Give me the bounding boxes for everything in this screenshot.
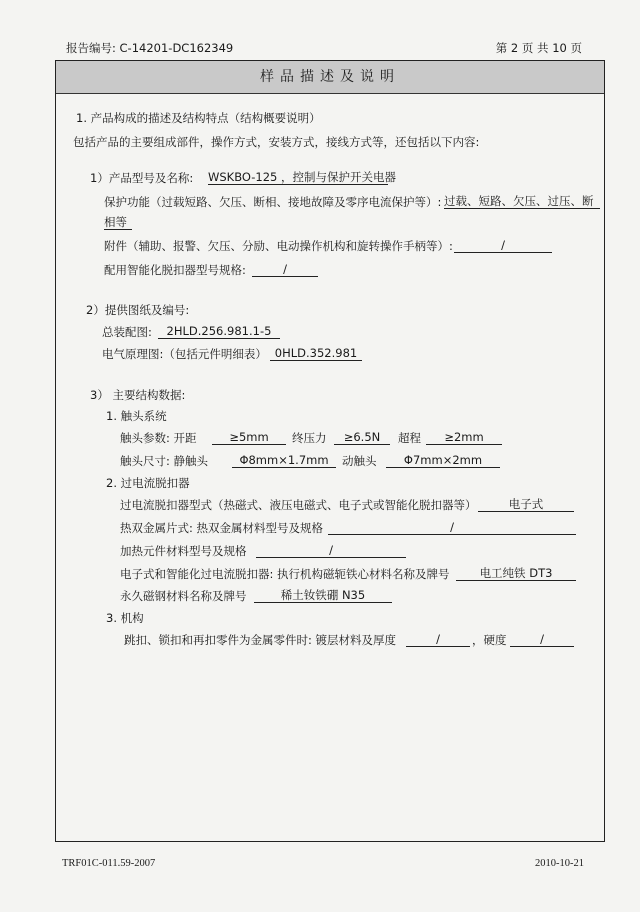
protection-label: 保护功能（过载短路、欠压、断相、接地故障及零序电流保护等）: [104,195,442,209]
plating-value: / [406,632,470,647]
magnet-value: 稀土钕铁硼 N35 [254,588,392,603]
model-value: WSKBO-125 ，控制与保护开关电器 [208,170,397,184]
end-force-value: ≥6.5N [334,430,390,445]
electronic-trip-value: 电工纯铁 DT3 [456,566,576,581]
electric-diagram-value: 0HLD.352.981 [270,346,362,361]
smart-trip-label: 配用智能化脱扣器型号规格: [104,263,246,277]
electric-diagram-label: 电气原理图:（包括元件明细表） [102,347,267,361]
mechanism-heading: 3. 机构 [106,611,144,625]
accessory-label: 附件（辅助、报警、欠压、分励、电动操作机构和旋转操作手柄等）: [104,239,453,253]
drawings-heading: 2）提供图纸及编号: [86,303,190,317]
section-1-intro: 包括产品的主要组成部件，操作方式，安装方式，接线方式等，还包括以下内容: [73,135,480,149]
bimetal-value: / [328,520,576,535]
moving-contact-label: 动触头 [342,454,377,468]
model-label: 1）产品型号及名称: [90,171,194,185]
protection-value: 过载、短路、欠压、过压、断 [444,194,600,209]
heater-label: 加热元件材料型号及规格 [120,544,247,558]
accessory-value: / [454,238,552,253]
page-indicator: 第 2 页 共 10 页 [495,41,582,55]
overcurrent-heading: 2. 过电流脱扣器 [106,476,190,490]
hardness-value: / [510,632,574,647]
heater-value: / [256,543,406,558]
electronic-trip-label: 电子式和智能化过电流脱扣器: 执行机构磁轭铁心材料名称及牌号 [120,567,450,581]
contact-size-label: 触头尺寸: 静触头 [120,454,209,468]
contact-param-label: 触头参数: 开距 [120,431,197,445]
hardness-label: ，硬度 [472,633,507,647]
report-date: 2010-10-21 [535,858,584,869]
smart-trip-value: / [252,262,318,277]
assembly-value: 2HLD.256.981.1-5 [158,324,280,339]
overcurrent-type-label: 过电流脱扣器型式（热磁式、液压电磁式、电子式或智能化脱扣器等） [120,498,477,512]
assembly-label: 总装配图: [102,325,152,339]
report-number: 报告编号: C-14201-DC162349 [66,41,234,55]
contact-gap-value: ≥5mm [212,430,286,445]
structure-heading: 3） 主要结构数据: [90,388,186,402]
static-contact-value: Φ8mm×1.7mm [232,453,336,468]
protection-value-cont: 相等 [104,215,132,230]
section-1-heading: 1. 产品构成的描述及结构特点（结构概要说明） [76,111,321,125]
section-title: 样品描述及说明 [56,61,604,94]
overtravel-label: 超程 [398,431,421,445]
end-force-label: 终压力 [292,431,327,445]
overcurrent-type-value: 电子式 [478,497,574,512]
moving-contact-value: Φ7mm×2mm [386,453,500,468]
bimetal-label: 热双金属片式: 热双金属材料型号及规格 [120,521,324,535]
magnet-label: 永久磁钢材料名称及牌号 [120,589,247,603]
contact-system-heading: 1. 触头系统 [106,409,167,423]
overtravel-value: ≥2mm [426,430,502,445]
form-code: TRF01C-011.59-2007 [62,858,156,869]
latch-label: 跳扣、锁扣和再扣零件为金属零件时: 镀层材料及厚度 [124,633,397,647]
